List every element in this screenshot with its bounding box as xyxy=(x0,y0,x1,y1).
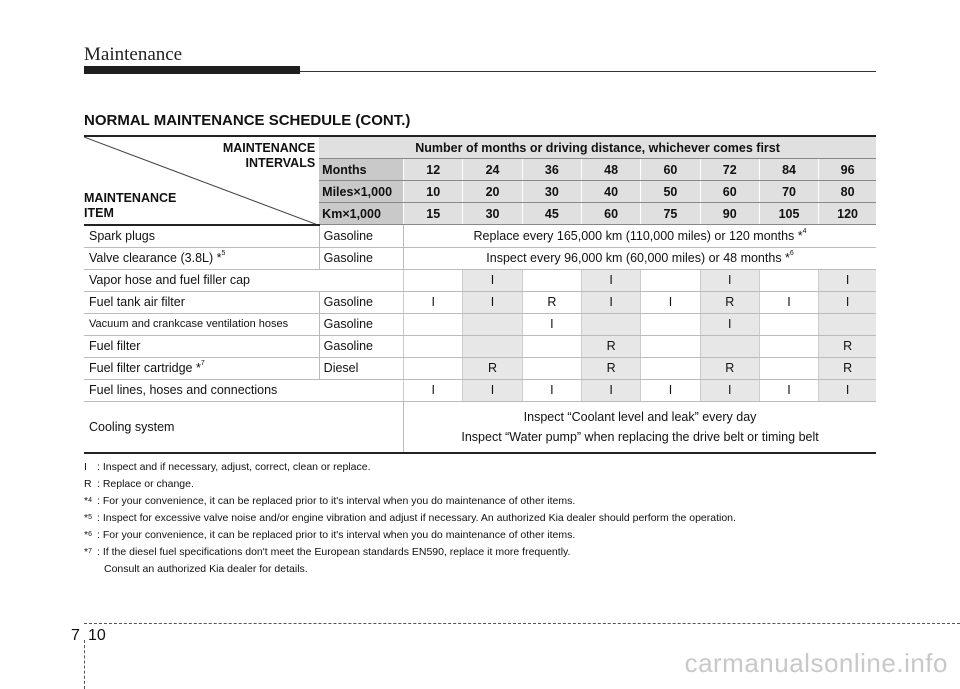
interval-value: 72 xyxy=(700,159,759,181)
maintenance-schedule-table xyxy=(84,135,876,454)
legend-text: : For your convenience, it can be replaced prior to it's interval when you do maintenance of other items. xyxy=(97,529,576,541)
fuel-type: Gasoline xyxy=(319,247,403,269)
header-row-main xyxy=(84,136,876,159)
footnote-ref: 5 xyxy=(221,250,226,257)
schedule-cell: R xyxy=(581,357,640,379)
maintenance-item-label: Fuel filter cartridge * xyxy=(89,361,201,375)
legend-text: : For your convenience, it can be replaced prior to it's interval when you do maintenance of other items. xyxy=(97,495,576,507)
legend-note xyxy=(84,459,736,476)
table-row xyxy=(84,335,876,357)
chapter-number: 7 xyxy=(71,627,80,644)
maintenance-item xyxy=(84,269,404,291)
watermark: carmanualsonline.info xyxy=(684,648,948,678)
legend-text: : If the diesel fuel specifications don't meet the European standards EN590, replace it more frequently. Consult an authorized Kia dealer for details. xyxy=(97,546,571,575)
schedule-cell: I xyxy=(641,291,700,313)
schedule-cell: I xyxy=(819,269,876,291)
interval-value: 105 xyxy=(759,203,818,225)
schedule-cell xyxy=(759,269,818,291)
maintenance-item xyxy=(84,313,319,335)
maintenance-item xyxy=(84,225,319,248)
schedule-cell xyxy=(404,357,463,379)
corner-intervals-label: MAINTENANCE INTERVALS xyxy=(222,141,316,170)
interval-value: 75 xyxy=(641,203,700,225)
schedule-note-text: Replace every 165,000 km (110,000 miles) or 120 months * xyxy=(473,228,803,243)
table-row xyxy=(84,357,876,379)
corner-item-label: MAINTENANCE ITEM xyxy=(84,190,177,220)
schedule-cell xyxy=(404,335,463,357)
page-number: 10 xyxy=(88,627,106,644)
schedule-cell xyxy=(404,313,463,335)
schedule-cell: I xyxy=(463,291,522,313)
maintenance-item-label: Fuel filter xyxy=(89,339,141,353)
schedule-cell: I xyxy=(700,379,759,401)
footnote-ref: 7 xyxy=(200,360,205,367)
legend-text: : Replace or change. xyxy=(97,478,194,490)
table-row xyxy=(84,291,876,313)
interval-value: 36 xyxy=(522,159,581,181)
schedule-cell: I xyxy=(641,379,700,401)
legend-note xyxy=(84,527,736,544)
schedule-cell xyxy=(819,313,876,335)
legend-key: *$^7$ xyxy=(84,546,92,558)
schedule-cell xyxy=(700,335,759,357)
interval-value: 30 xyxy=(522,181,581,203)
interval-value: 70 xyxy=(759,181,818,203)
schedule-cell: I xyxy=(581,291,640,313)
schedule-cell: R xyxy=(819,357,876,379)
interval-value: 48 xyxy=(581,159,640,181)
interval-value: 24 xyxy=(463,159,522,181)
schedule-cell xyxy=(463,335,522,357)
schedule-cell xyxy=(522,335,581,357)
cooling-note-line-1: Inspect “Coolant level and leak” every day xyxy=(523,409,757,424)
schedule-cell: I xyxy=(404,291,463,313)
schedule-cell xyxy=(522,269,581,291)
schedule-cell xyxy=(641,357,700,379)
schedule-note-text: Inspect every 96,000 km (60,000 miles) or 48 months * xyxy=(486,251,790,265)
schedule-cell xyxy=(641,313,700,335)
maintenance-item-label: Vacuum and crankcase ventilation hoses xyxy=(89,318,289,330)
schedule-cell xyxy=(581,313,640,335)
interval-value: 84 xyxy=(759,159,818,181)
schedule-cell: I xyxy=(819,291,876,313)
legend-key: R xyxy=(84,478,92,490)
schedule-cell: I xyxy=(581,379,640,401)
page-header-title: Maintenance xyxy=(84,44,183,65)
maintenance-item-label: Vapor hose and fuel filler cap xyxy=(89,273,250,287)
schedule-cell: I xyxy=(700,313,759,335)
schedule-cell: I xyxy=(581,269,640,291)
interval-row-label: Km×1,000 xyxy=(319,203,403,225)
fuel-type: Gasoline xyxy=(319,313,403,335)
interval-value: 30 xyxy=(463,203,522,225)
legend-key: I xyxy=(84,461,87,473)
interval-main-header: Number of months or driving distance, whichever comes first xyxy=(319,136,876,159)
schedule-cell xyxy=(759,335,818,357)
header-bar xyxy=(84,66,300,74)
schedule-cell xyxy=(759,357,818,379)
maintenance-item xyxy=(84,335,319,357)
footer-vertical-rule xyxy=(84,640,85,689)
schedule-cell: R xyxy=(522,291,581,313)
legend-key: *$^4$ xyxy=(84,495,92,507)
fuel-type: Gasoline xyxy=(319,291,403,313)
fuel-type: Gasoline xyxy=(319,335,403,357)
legend-note xyxy=(84,493,736,510)
interval-value: 10 xyxy=(404,181,463,203)
cooling-note-line-2: Inspect “Water pump” when replacing the drive belt or timing belt xyxy=(461,429,819,444)
legend-key: *$^5$ xyxy=(84,512,92,524)
section-title: NORMAL MAINTENANCE SCHEDULE (CONT.) xyxy=(84,112,411,129)
fuel-type: Diesel xyxy=(319,357,403,379)
schedule-cell xyxy=(641,269,700,291)
footnote-ref: 6 xyxy=(789,250,794,257)
maintenance-item-label: Spark plugs xyxy=(89,229,156,243)
legend-text: : Inspect and if necessary, adjust, correct, clean or replace. xyxy=(97,461,371,473)
table-row xyxy=(84,269,876,291)
schedule-cell: I xyxy=(404,379,463,401)
schedule-cell: R xyxy=(581,335,640,357)
interval-value: 20 xyxy=(463,181,522,203)
schedule-note-cell xyxy=(404,225,876,248)
interval-value: 60 xyxy=(700,181,759,203)
schedule-cell xyxy=(759,313,818,335)
interval-value: 60 xyxy=(641,159,700,181)
interval-value: 12 xyxy=(404,159,463,181)
maintenance-item xyxy=(84,357,319,379)
legend-text: : Inspect for excessive valve noise and/or engine vibration and adjust if necessary. An authorized Kia dealer should perform the operation. xyxy=(97,512,736,524)
cooling-note-cell xyxy=(404,401,876,453)
schedule-cell: R xyxy=(700,291,759,313)
footer-rule xyxy=(84,623,960,624)
interval-row-label: Miles×1,000 xyxy=(319,181,403,203)
maintenance-item-label: Valve clearance (3.8L) * xyxy=(89,251,222,265)
schedule-cell: R xyxy=(463,357,522,379)
interval-value: 15 xyxy=(404,203,463,225)
legend-note xyxy=(84,510,736,527)
schedule-cell xyxy=(522,357,581,379)
schedule-cell: I xyxy=(522,379,581,401)
schedule-cell: I xyxy=(819,379,876,401)
interval-value: 40 xyxy=(581,181,640,203)
schedule-cell: I xyxy=(463,379,522,401)
maintenance-item: Cooling system xyxy=(84,401,404,453)
schedule-cell: I xyxy=(759,379,818,401)
interval-value: 80 xyxy=(819,181,876,203)
schedule-note-cell xyxy=(404,247,876,269)
table-row-cooling xyxy=(84,401,876,453)
schedule-cell xyxy=(404,269,463,291)
table-row xyxy=(84,247,876,269)
schedule-cell xyxy=(641,335,700,357)
table-row xyxy=(84,313,876,335)
schedule-cell: I xyxy=(700,269,759,291)
interval-value: 96 xyxy=(819,159,876,181)
schedule-cell xyxy=(463,313,522,335)
interval-value: 90 xyxy=(700,203,759,225)
legend-note xyxy=(84,476,736,493)
schedule-cell: R xyxy=(819,335,876,357)
maintenance-item-label: Fuel lines, hoses and connections xyxy=(89,383,278,397)
fuel-type: Gasoline xyxy=(319,225,403,248)
interval-value: 60 xyxy=(581,203,640,225)
corner-header xyxy=(84,136,319,225)
maintenance-item-label: Fuel tank air filter xyxy=(89,295,185,309)
interval-row-label: Months xyxy=(319,159,403,181)
interval-value: 50 xyxy=(641,181,700,203)
legend-key: *$^6$ xyxy=(84,529,92,541)
schedule-cell: R xyxy=(700,357,759,379)
legend-note xyxy=(84,544,736,578)
maintenance-item xyxy=(84,291,319,313)
legend-notes xyxy=(84,459,736,578)
interval-value: 120 xyxy=(819,203,876,225)
interval-value: 45 xyxy=(522,203,581,225)
table-row xyxy=(84,379,876,401)
header-rule xyxy=(300,71,876,72)
footnote-ref: 4 xyxy=(802,227,807,235)
schedule-cell: I xyxy=(522,313,581,335)
schedule-cell: I xyxy=(759,291,818,313)
maintenance-item xyxy=(84,379,404,401)
maintenance-item xyxy=(84,247,319,269)
schedule-cell: I xyxy=(463,269,522,291)
table-row xyxy=(84,225,876,248)
